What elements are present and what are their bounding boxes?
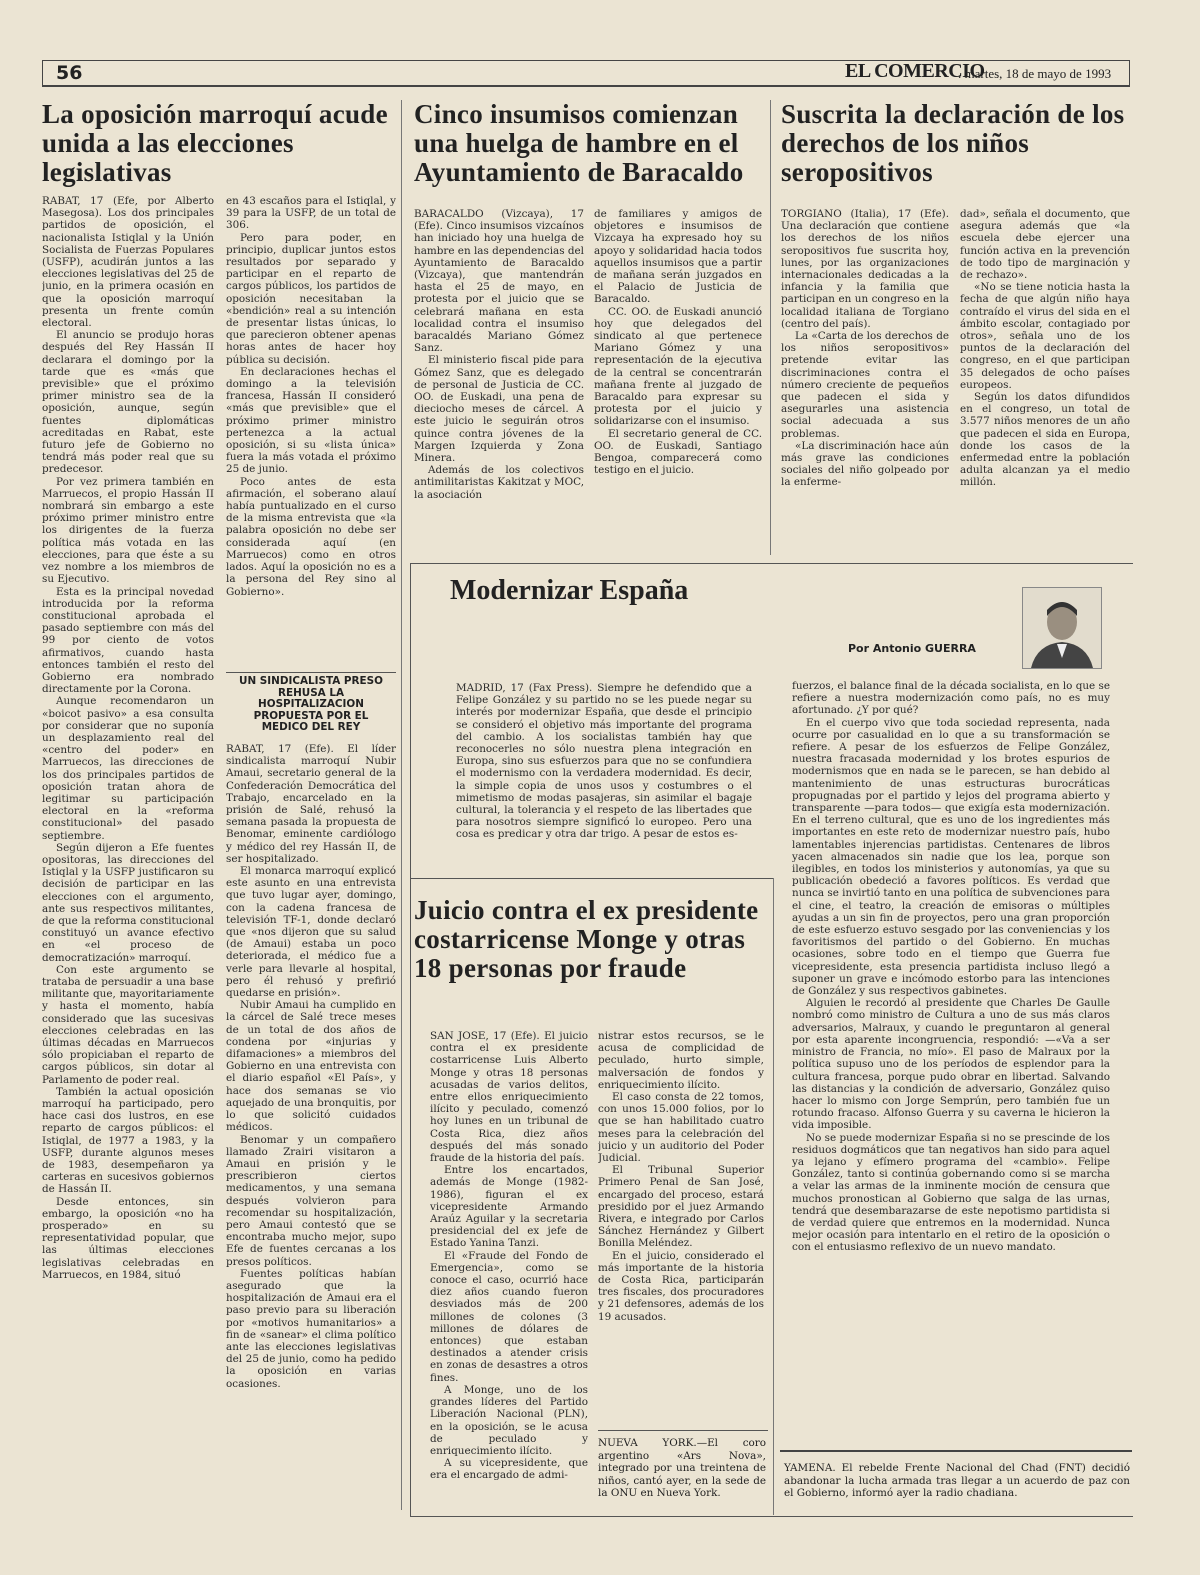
- article4-col1: [430, 1030, 588, 1510]
- brief-rule: [780, 1450, 1132, 1452]
- paragraph: SAN JOSE, 17 (Efe). El juicio contra el ex presidente costarricense Luis Alberto Monge y otras 18 personas acusadas de varios delitos, entre ellos enriquecimiento ilícito y peculado, comenzó hoy lunes en un tribunal de Costa Rica, diez años después del más sonado fraude de la historia del país.: [430, 1030, 588, 1165]
- paragraph: Aunque recomendaron un «boicot pasivo» a esa consulta por considerar que no suponía un desplazamiento real del «centro del poder» en Marruecos, las direcciones de los dos principales partidos de oposición tratan ahora de legitimar su participación electoral en la «reforma constitucional» del pasado septiembre.: [42, 695, 214, 842]
- paragraph: Pero para poder, en principio, duplicar juntos estos resultados por separado y participar en el reparto de cargos públicos, los partidos de oposición necesitaban la «bendición» real a su intención de presentar listas únicas, lo que parecieron obtener apenas horas antes de hacer hoy pública su decisión.: [226, 231, 396, 366]
- subhead-rule: [226, 672, 396, 673]
- dateline: . martes, 18 de mayo de 1993: [958, 66, 1112, 81]
- paragraph: TORGIANO (Italia), 17 (Efe). Una declaración que contiene los derechos de los niños seropositivos fue suscrita hoy, lunes, por las organizaciones internacionales dedicadas a la infancia y la familia que participan en un congreso en la localidad italiana de Torgiano (centro del país).: [781, 208, 949, 330]
- paragraph: Desde entonces, sin embargo, la oposición «no ha prosperado» en su representatividad popular, que las últimas elecciones legislativas celebradas en Marruecos, en 1984, situó: [42, 1195, 214, 1281]
- article4-col2: [598, 1030, 764, 1425]
- paragraph: «No se tiene noticia hasta la fecha de que algún niño haya contraído el virus del sida en el ámbito escolar, contagiado por otros», señala uno de los puntos de la declaración del congreso, en el que participan 35 delegados de ocho países europeos.: [960, 281, 1130, 391]
- paragraph: El secretario general de CC. OO. de Euskadi, Santiago Bengoa, comparecerá como testigo en el juicio.: [594, 427, 762, 477]
- paragraph: MADRID, 17 (Fax Press). Siempre he defendido que a Felipe González y su partido no se les puede negar su interés por modernizar España, que desde el principio se consideró el objetivo más importante del programa del cambio. A los socialistas también hay que reconocerles no sólo nuestra plena integración en Europa, sino sus esfuerzos para que no se confundiera el modernismo con la verdadera modernidad. Es decir, la simple copia de unos usos y costumbres o el mimetismo de modas pasajeras, sin asimilar el bagaje cultural, la tolerancia y el respeto de las libertades que para nosotros siempre significó lo europeo. Pero una cosa es predicar y otra dar trigo. A pesar de estos es-: [456, 682, 752, 841]
- paragraph: «La discriminación hace aún más grave las condiciones sociales del niño golpeado por la enferme-: [781, 439, 949, 489]
- paragraph: nistrar estos recursos, se le acusa de complicidad de peculado, hurto simple, malversación de fondos y enriquecimiento ilícito.: [598, 1030, 764, 1091]
- paragraph: RABAT, 17 (Efe). El líder sindicalista marroquí Nubir Amaui, secretario general de la Confederación Democrática del Trabajo, encarcelado en la prisión de Salé, rehusó la semana pasada la propuesta de Benomar, eminente cardiólogo y médico del rey Hassán II, de ser hospitalizado.: [226, 743, 396, 865]
- article2-headline: Cinco insumisos comienzan una huelga de hambre en el Ayuntamiento de Baracaldo: [414, 99, 744, 187]
- paragraph: Poco antes de esta afirmación, el soberano alauí había puntualizado en el curso de la misma entrevista que «la palabra oposición no debe ser considerada aquí (en Marruecos) como en otros lados. Aquí la oposición no es a la persona del Rey sino al Gobierno».: [226, 475, 396, 598]
- paragraph: La «Carta de los derechos de los niños seropositivos» pretende evitar las discriminaciones contra el número creciente de pequeños que padecen el sida y asegurarles una asistencia social adecuada a sus problemas.: [781, 330, 949, 440]
- article1-col2: [226, 195, 396, 673]
- paragraph: También la actual oposición marroquí ha participado, pero hace casi dos lustros, en ese reparto de cargos públicos: el Istiqlal, de 1977 a 1983, y la USFP, durante algunos meses de 1983, desempeñaron ya carteras en sucesivos gobiernos de Hassán II.: [42, 1085, 214, 1196]
- paragraph: Benomar y un compañero llamado Zrairi visitaron a Amaui en prisión y le prescribieron ciertos medicamentos, y una semana después volvieron para recomendar su hospitalización, pero Amaui contestó que se encontraba mucho mejor, supo Efe de fuentes cercanas a los presos políticos.: [226, 1133, 396, 1268]
- article1-col1: [42, 195, 214, 1505]
- paragraph: dad», señala el documento, que asegura además que «la escuela debe ejercer una función activa en la prevención de todo tipo de marginación y de rechazo».: [960, 208, 1130, 282]
- brief-yamena: YAMENA. El rebelde Frente Nacional del Chad (FNT) decidió abandonar la lucha armada tras llegar a un acuerdo de paz con el Gobierno, informó ayer la radio chadiana.: [784, 1462, 1130, 1500]
- article3-col1: [781, 208, 949, 550]
- sindicalista-headline: UN SINDICALISTA PRESO REHUSA LA HOSPITALIZACION PROPUESTA POR EL MEDICO DEL REY: [239, 675, 383, 733]
- opinion-col1: [456, 682, 752, 867]
- paragraph: Con este argumento se trataba de persuadir a una base militante que, mayoritariamente y hasta el momento, había considerado que las sucesivas elecciones celebradas en las últimas décadas en Marruecos sólo propiciaban el reparto de cargos públicos, sin dotar al Parlamento de poder real.: [42, 963, 214, 1086]
- paragraph: Por vez primera también en Marruecos, el propio Hassán II nombrará sin embargo a este próximo primer ministro entre los dirigentes de la fuerza política más votada en las elecciones, para que éste a su vez nombre a los miembros de su Ejecutivo.: [42, 475, 214, 586]
- article2-col2: [594, 208, 762, 550]
- paragraph: Fuentes políticas habían asegurado que la hospitalización de Amaui era el paso previo para su liberación por «motivos humanitarios» a fin de «sanear» el clima político ante las elecciones legislativas del 25 de junio, como ha pedido la oposición en varias ocasiones.: [226, 1267, 396, 1390]
- sindicalista-body: [226, 743, 396, 1505]
- paragraph: En el juicio, considerado el más importante de la historia de Costa Rica, participarán tres fiscales, dos procuradores y 21 defensores, además de los 19 acusados.: [598, 1249, 764, 1323]
- paragraph: RABAT, 17 (Efe, por Alberto Masegosa). Los dos principales partidos de oposición, el nacionalista Istiqlal y la Unión Socialista de Fuerzas Populares (USFP), acudirán juntos a las elecciones legislativas del 25 de junio, en la primera ocasión en que la oposición marroquí presenta un frente común electoral.: [42, 195, 214, 330]
- paragraph: Según los datos difundidos en el congreso, un total de 3.577 niños menores de un año que padecen el sida en Europa, donde los casos de la enfermedad entre la población adulta alcanzan ya el medio millón.: [960, 391, 1130, 489]
- paragraph: Según dijeron a Efe fuentes opositoras, las direcciones del Istiqlal y la USFP justificaron su decisión de participar en las elecciones con el argumento, ante sus respectivos militantes, de que la reforma constitucional constituyó un avance efectivo en «el proceso de democratización» marroquí.: [42, 841, 214, 964]
- paragraph: El anuncio se produjo horas después del Rey Hassán II declarara el domingo por la tarde que es «más que previsible» que el próximo primer ministro sea de la oposición, aunque, según fuentes diplomáticas acreditadas en Rabat, este futuro jefe de Gobierno no tendrá más poder real que su predecesor.: [42, 329, 214, 476]
- article4-rule: [410, 878, 774, 879]
- author-photo: [1022, 587, 1102, 669]
- paragraph: El ministerio fiscal pide para Gómez Sanz, que es delegado de personal de Justicia de CC. OO. de Euskadi, una pena de dieciocho meses de cárcel. A este juicio le seguirán otros quince contra jóvenes de la Margen Izquierda y Zona Minera.: [414, 354, 584, 465]
- column-divider: [770, 100, 771, 555]
- paragraph: en 43 escaños para el Istiqlal, y 39 para la USFP, de un total de 306.: [226, 195, 396, 232]
- paragraph: A su vicepresidente, que era el encargado de admi-: [430, 1457, 588, 1482]
- opinion-col2: [792, 680, 1110, 1430]
- paragraph: El monarca marroquí explicó este asunto en una entrevista que tuvo lugar ayer, domingo, con la cadena francesa de televisión TF-1, donde declaró que «nos dijeron que su salud (de Amaui) estaba un poco deteriorada, el médico fue a verle para llevarle al hospital, pero él rehusó y prefirió quedarse en prisión».: [226, 865, 396, 1000]
- paragraph: El caso consta de 22 tomos, con unos 15.000 folios, por lo que se han habilitado cuatro meses para la celebración del juicio y un auditorio del Poder Judicial.: [598, 1091, 764, 1165]
- masthead: EL COMERCIO: [845, 60, 985, 82]
- paragraph: El Tribunal Superior Primero Penal de San José, encargado del proceso, estará presidido por el juez Armando Rivera, e integrado por Carlos Sánchez Hernández y Gilbert Bonilla Meléndez.: [598, 1164, 764, 1250]
- article3-col2: [960, 208, 1130, 550]
- paragraph: BARACALDO (Vizcaya), 17 (Efe). Cinco insumisos vizcaínos han iniciado hoy una huelga de hambre en las dependencias del Ayuntamiento de Baracaldo (Vizcaya), que mantendrán hasta el 25 de mayo, en protesta por el juicio que se celebrará mañana en esta localidad contra el insumiso baracaldés Mariano Gómez Sanz.: [414, 208, 584, 355]
- article1-headline: La oposición marroquí acude unida a las elecciones legislativas: [42, 99, 388, 187]
- paragraph: Esta es la principal novedad introducida por la reforma constitucional aprobada el pasado septiembre con más del 99 por ciento de votos afirmativos, cuando hasta entonces también el resto del Gobierno era nombrado directamente por la Corona.: [42, 585, 214, 696]
- brief-rule: [598, 1430, 768, 1431]
- article3-headline: Suscrita la declaración de los derechos de los niños seropositivos: [781, 99, 1125, 187]
- paragraph: En declaraciones hechas el domingo a la televisión francesa, Hassán II consideró «más que previsible» que el próximo primer ministro pertenezca a la actual oposición, si su «lista única» fuera la más votada el próximo 25 de junio.: [226, 365, 396, 476]
- article4-divider: [773, 878, 774, 1515]
- paragraph: Alguien le recordó al presidente que Charles De Gaulle nombró como ministro de Cultura a uno de sus más claros adversarios, Malraux, y cuando le preguntaron al general por esta aparente incongruencia, respondió: —«Va a ser ministro de Francia, no mío». El paso de Malraux por la política supuso uno de los períodos de esplendor para la cultura francesa, porque pudo obrar en libertad. Salvando las distancias y la condición de adversario, González quiso hacer lo mismo con Jorge Semprún, pero también fue un rotundo fracaso. Alfonso Guerra y su caverna le hicieron la vida imposible.: [792, 997, 1110, 1132]
- paragraph: En el cuerpo vivo que toda sociedad representa, nada ocurre por casualidad en lo que a su transformación se refiere. A pesar de los esfuerzos de Felipe González, nuestra fracasada modernidad y los brotes espurios de modernismos que en nada se le parecen, se han debido al mantenimiento de unas estructuras burocráticas propugnadas por el partido y lejos del programa abierto y transparente —para todos— que exigía esta modernización. En el terreno cultural, que es uno de los ingredientes más importantes en este reto de modernizar nuestro país, hubo lamentables injerencias partidistas. Centenares de libros yacen almacenados sin nadie que los lea, porque son ilegibles, en todos los ministerios y autonomías, ya que su publicación obedeció a favores políticos. Es verdad que nunca se invirtió tanto en una política de subvenciones para el cine, el teatro, la creación de emisoras o múltiples ayudas a un sin fin de proyectos, pero una gran proporción de este esfuerzo estuvo sesgado por las conveniencias y los favoritismos del partido o del Gobierno. En muchas ocasiones, sobre todo en el tiempo que Guerra fue vicepresidente, esta presencia partidista incluso llegó a suponer un grave e incómodo estorbo para las intenciones de González y sus respectivos gabinetes.: [792, 716, 1110, 998]
- article4-headline: Juicio contra el ex presidente costarricense Monge y otras 18 personas por fraude: [414, 895, 759, 983]
- paragraph: No se puede modernizar España si no se prescinde de los residuos dogmáticos que tan negativos han sido para aquel ya lejano y efímero programa del «cambio». Felipe González, tanto si continúa gobernando como si se marcha a velar las armas de la inminente moción de censura que muchos pronostican al Gobierno que salga de las urnas, tendrá que desembarazarse de este nepotismo partidista si de verdad quiere que entremos en la modernidad. Nunca mejor ocasión para intentarlo en el retiro de la oposición o con el entusiasmo reflexivo de un nuevo mandato.: [792, 1131, 1110, 1254]
- paragraph: Además de los colectivos antimilitaristas Kakitzat y MOC, la asociación: [414, 464, 584, 501]
- page-number: 56: [56, 62, 83, 84]
- paragraph: A Monge, uno de los grandes líderes del Partido Liberación Nacional (PLN), en la oposición, se le acusa de peculado y enriquecimiento ilícito.: [430, 1383, 588, 1457]
- column-divider: [401, 100, 402, 1510]
- paragraph: CC. OO. de Euskadi anunció hoy que delegados del sindicato al que pertenece Mariano Gómez y una representación de la ejecutiva de la central se concentrarán mañana frente al juzgado de Baracaldo para expresar su protesta por el juicio y solidarizarse con el insumiso.: [594, 305, 762, 428]
- paragraph: Nubir Amaui ha cumplido en la cárcel de Salé trece meses de un total de dos años de condena por «injurias y difamaciones» a miembros del Gobierno en una entrevista con el diario español «El País», y hace dos semanas se vio aquejado de una bronquitis, por lo que solicitó cuidados médicos.: [226, 999, 396, 1134]
- paragraph: El «Fraude del Fondo de Emergencia», como se conoce el caso, ocurrió hace diez años cuando fueron desviados más de 200 millones de colones (3 millones de dólares de entonces) que estaban destinados a atender crisis en zonas de desastres a otros fines.: [430, 1249, 588, 1384]
- paragraph: de familiares y amigos de objetores e insumisos de Vizcaya ha expresado hoy su apoyo y solidaridad hacia todos aquellos insumisos que a partir de mañana serán juzgados en el Palacio de Justicia de Baracaldo.: [594, 208, 762, 306]
- opinion-byline: Por Antonio GUERRA: [848, 642, 976, 655]
- article2-col1: [414, 208, 584, 550]
- paragraph: fuerzos, el balance final de la década socialista, en lo que se refiere a nuestra modernización como país, no es muy afortunado. ¿Y por qué?: [792, 680, 1110, 717]
- paragraph: Entre los encartados, además de Monge (1982-1986), figuran el ex vicepresidente Armando Araúz Aguilar y la secretaria presidencial del ex jefe de Estado Yanina Tanzi.: [430, 1164, 588, 1250]
- opinion-headline: Modernizar España: [450, 575, 689, 606]
- brief-nueva-york: NUEVA YORK.—El coro argentino «Ars Nova», integrado por una treintena de niños, cantó ayer, en la sede de la ONU en Nueva York.: [598, 1437, 766, 1500]
